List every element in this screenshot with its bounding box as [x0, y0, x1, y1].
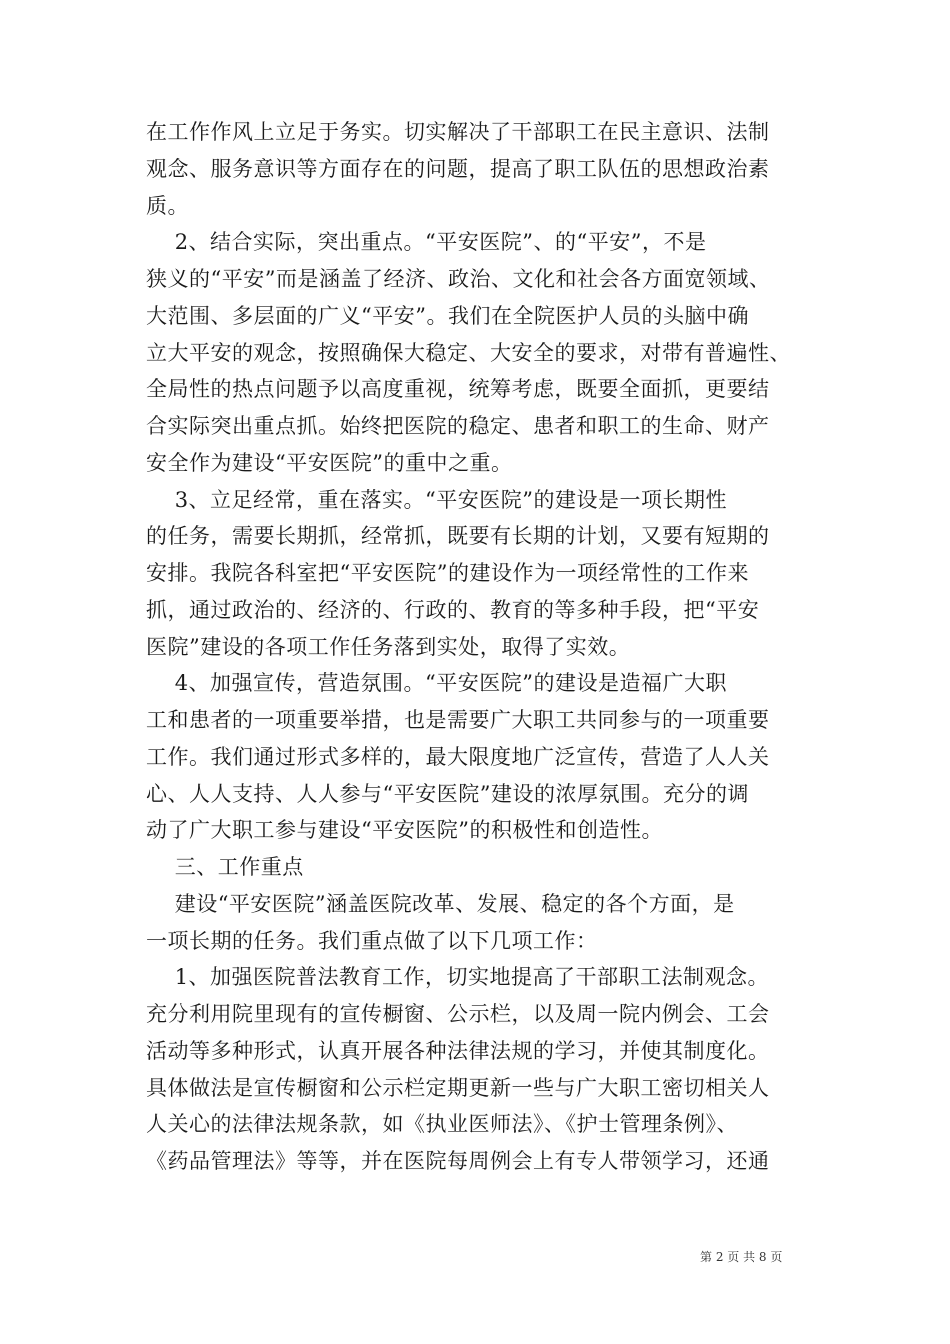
text-line: 抓，通过政治的、经济的、行政的、教育的等多种手段，把“平安 — [146, 597, 760, 622]
text-line: 全局性的热点问题予以高度重视，统筹考虑，既要全面抓，更要结 — [146, 377, 770, 402]
text-line: 合实际突出重点抓。始终把医院的稳定、患者和职工的生命、财产 — [146, 414, 770, 438]
text-line: 医院”建设的各项工作任务落到实处，取得了实效。 — [146, 634, 631, 659]
text-line: 观念、服务意识等方面存在的问题，提高了职工队伍的思想政治素 — [146, 156, 770, 181]
text-line: 质。 — [146, 193, 189, 218]
text-line: 1、加强医院普法教育工作，切实地提高了干部职工法制观念。 — [146, 965, 770, 990]
body-text — [146, 114, 826, 1180]
text-line: 工作。我们通过形式多样的，最大限度地广泛宣传，营造了人人关 — [146, 744, 770, 769]
text-line: 的任务，需要长期抓，经常抓，既要有长期的计划，又要有短期的 — [146, 524, 770, 549]
text-line: 立大平安的观念，按照确保大稳定、大安全的要求，对带有普遍性、 — [146, 340, 791, 365]
text-line: 充分利用院里现有的宣传橱窗、公示栏，以及周一院内例会、工会 — [146, 1002, 770, 1026]
text-line: 一项长期的任务。我们重点做了以下几项工作： — [146, 928, 598, 953]
text-line: 2、结合实际，突出重点。“平安医院”、的“平安”，不是 — [146, 230, 707, 255]
text-line: 动了广大职工参与建设“平安医院”的积极性和创造性。 — [146, 818, 663, 843]
text-line: 心、人人支持、人人参与“平安医院”建设的浓厚氛围。充分的调 — [146, 781, 749, 806]
text-line: 人关心的法律法规条款，如《执业医师法》、《护士管理条例》、 — [146, 1112, 738, 1137]
text-line: 安排。我院各科室把“平安医院”的建设作为一项经常性的工作来 — [146, 561, 749, 585]
text-line: 狭义的“平安”而是涵盖了经济、政治、文化和社会各方面宽领域、 — [146, 267, 771, 291]
text-line: 大范围、多层面的广义“平安”。我们在全院医护人员的头脑中确 — [146, 303, 749, 328]
text-line: 4、加强宣传，营造氛围。“平安医院”的建设是造福广大职 — [146, 671, 728, 696]
page-number: 第 2 页 共 8 页 — [700, 1250, 783, 1264]
text-line: 安全作为建设“平安医院”的重中之重。 — [146, 450, 513, 475]
text-line: 工和患者的一项重要举措，也是需要广大职工共同参与的一项重要 — [146, 708, 770, 732]
text-line: 在工作作风上立足于务实。切实解决了干部职工在民主意识、法制 — [146, 120, 770, 144]
text-line: 《药品管理法》等等，并在医院每周例会上有专人带领学习，还通 — [146, 1149, 770, 1173]
text-line: 活动等多种形式，认真开展各种法律法规的学习，并使其制度化。 — [146, 1038, 770, 1063]
text-line: 具体做法是宣传橱窗和公示栏定期更新一些与广大职工密切相关人 — [146, 1075, 770, 1100]
section-heading: 三、工作重点 — [146, 855, 304, 879]
text-line: 3、立足经常，重在落实。“平安医院”的建设是一项长期性 — [146, 487, 728, 512]
text-line: 建设“平安医院”涵盖医院改革、发展、稳定的各个方面，是 — [146, 891, 735, 916]
